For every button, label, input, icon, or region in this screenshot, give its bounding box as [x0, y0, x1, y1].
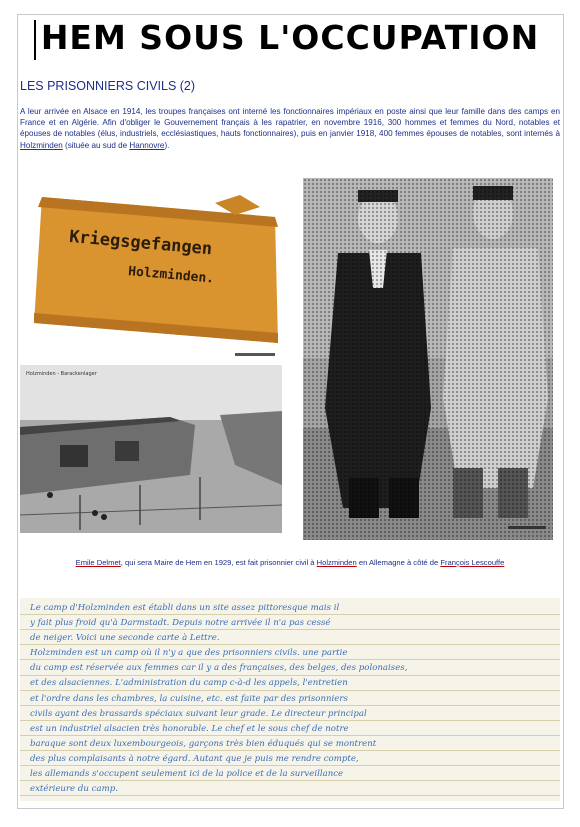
- photo-caption: [0, 558, 580, 567]
- caption-text-2: en Allemagne à côté de: [356, 558, 441, 567]
- letter-line: du camp est réservée aux femmes car il y a des françaises, des belges, des polonaises,: [30, 663, 408, 674]
- letter-line: est un industriel alsacien très honorable. Le chef et le sous chef de notre: [30, 723, 349, 734]
- letter-line: y fait plus froid qu'à Darmstadt. Depuis notre arrivée il n'a pas cessé: [30, 618, 331, 629]
- page-title: HEM SOUS L'OCCUPATION: [40, 18, 540, 57]
- camp-header-text: Holzminden - Barackenlager: [26, 371, 97, 377]
- letter-line: des plus complaisants à notre égard. Autant que je puis me rendre compte,: [30, 753, 359, 764]
- camp-photo: [20, 365, 282, 533]
- intro-text-3: ).: [164, 140, 170, 150]
- portrait-photo: [303, 178, 553, 540]
- letter-line: Holzminden est un camp où il n'y a que des prisonniers civils. une partie: [30, 648, 348, 659]
- section-subtitle: LES PRISONNIERS CIVILS (2): [20, 79, 196, 93]
- caption-text-1: , qui sera Maire de Hem en 1929, est fait prisonnier civil à: [120, 558, 317, 567]
- letter-line: extérieure du camp.: [30, 784, 118, 795]
- handwritten-letter: [20, 598, 560, 801]
- letter-line: les allemands s'occupent seulement ici de la police et de la surveillance: [30, 769, 344, 780]
- link-holzminden[interactable]: Holzminden: [20, 140, 63, 150]
- intro-paragraph: [20, 106, 560, 151]
- link-emile-delmet[interactable]: Emile Delmet: [75, 558, 121, 567]
- link-hannovre[interactable]: Hannovre: [129, 140, 165, 150]
- intro-text-1: A leur arrivée en Alsace en 1914, les troupes françaises ont interné les fonctionnaires impériaux en poste ainsi que leur famille dans des camps en France et en Algérie. Afin d'obliger le Gouvernement français à les rapatrier, en novembre 1916, 300 hommes et femmes du Nord, notables et épouses de notables (élus, industriels, ecclésiastiques, hauts fonctionnaires), puis en janvier 1918, 400 femmes épouses de notables, sont internés à: [20, 107, 560, 139]
- letter-line: de neiger. Voici une seconde carte à Lettre.: [30, 633, 220, 644]
- link-holzminden-2[interactable]: Holzminden: [316, 558, 357, 567]
- armband-image: [20, 185, 282, 365]
- letter-line: et l'ordre dans les chambres, la cuisine, etc. est faite par des prisonniers: [30, 693, 348, 704]
- armband-photo: [20, 185, 282, 365]
- camp-image: [20, 365, 282, 533]
- link-francois-lescouffe[interactable]: François Lescouffe: [440, 558, 505, 567]
- letter-line: Le camp d'Holzminden est établi dans un site assez pittoresque mais il: [30, 603, 340, 613]
- letter-line: et des alsaciennes. L'administration du camp c-à-d les appels, l'entretien: [30, 678, 348, 689]
- armband-text-2: Holzminden.: [127, 264, 215, 287]
- letter-line: civils ayant des brassards spéciaux suivant leur grade. Le directeur principal: [30, 708, 367, 719]
- letter-line: baraque sont deux luxembourgeois, garçons très bien éduqués qui se montrent: [30, 738, 377, 749]
- letter-text: [30, 601, 555, 797]
- portrait-image: [303, 178, 553, 540]
- intro-text-2: (située au sud de: [62, 140, 130, 150]
- armband-text-1: Kriegsgefangen: [68, 226, 213, 260]
